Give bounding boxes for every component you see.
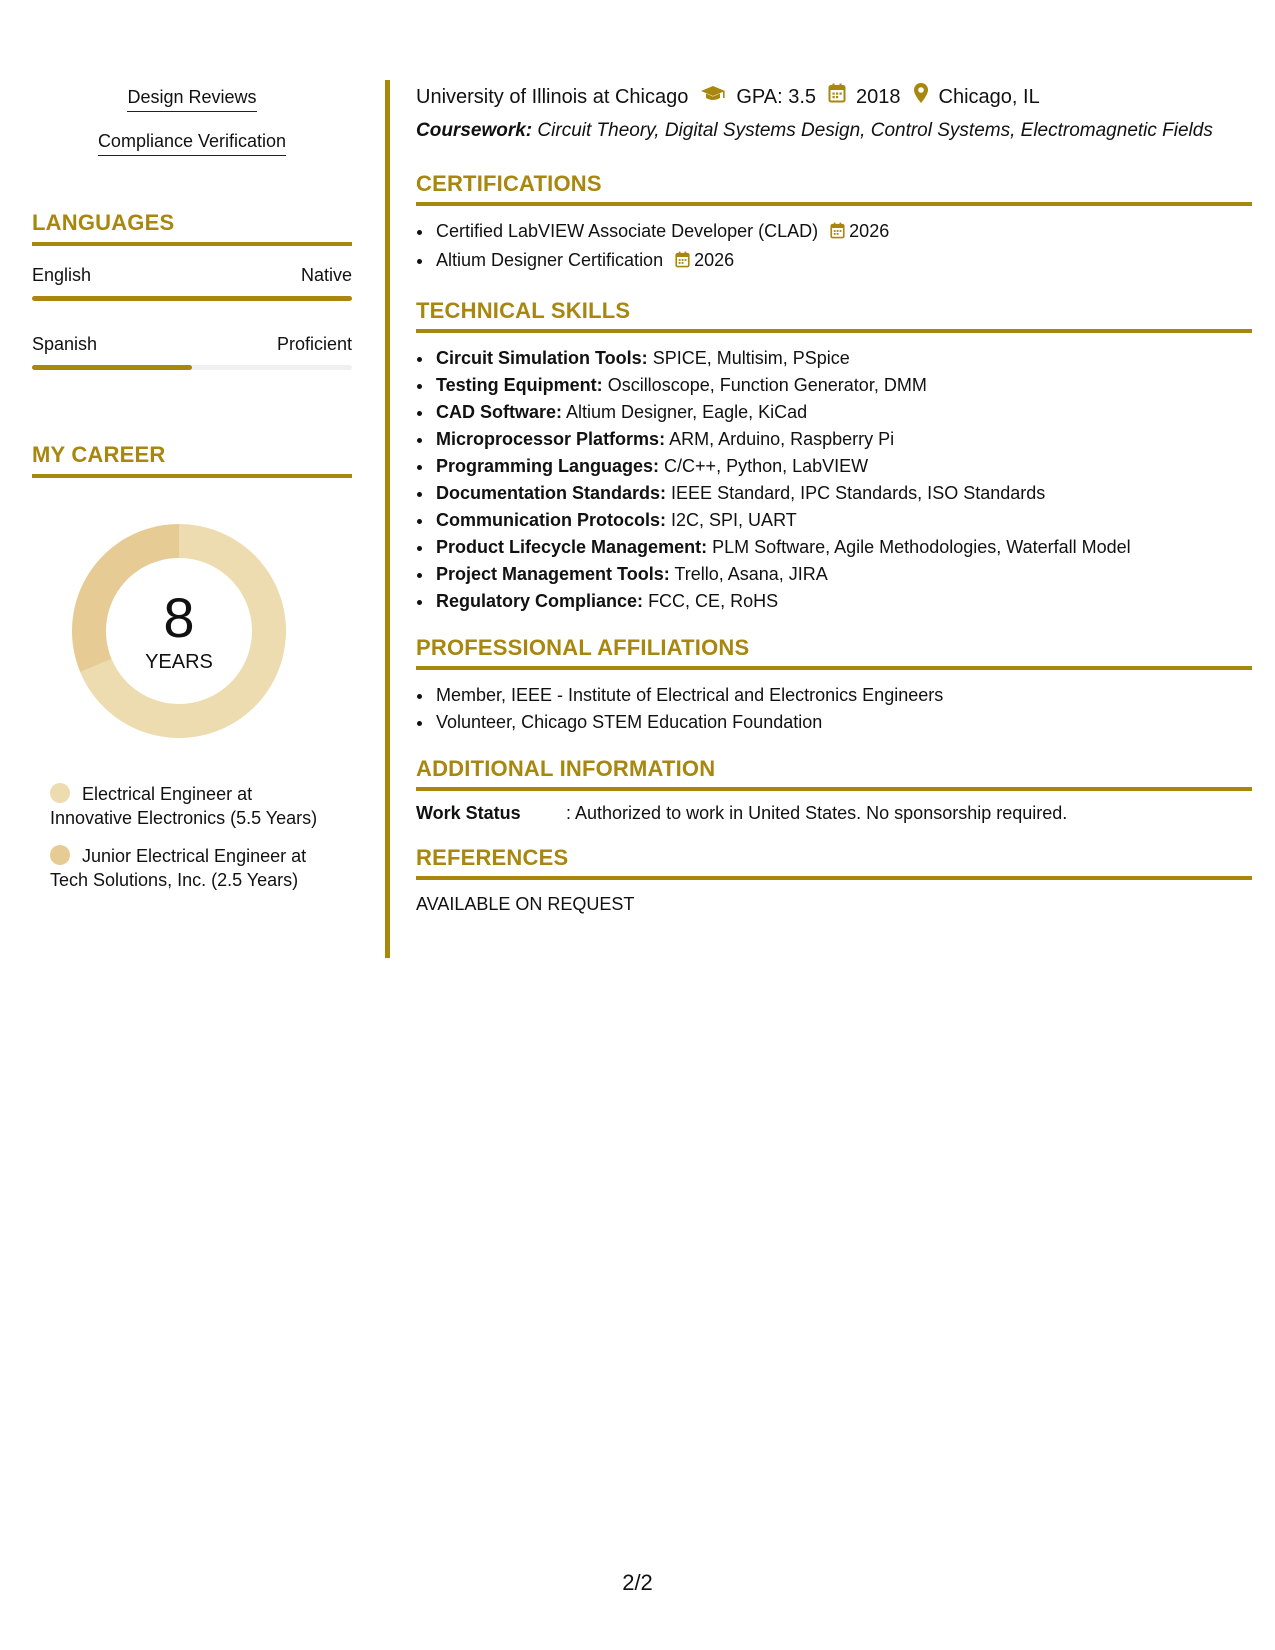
skill-label: Project Management Tools:: [436, 564, 670, 584]
gpa: GPA: 3.5: [736, 85, 817, 108]
language-name: Spanish: [32, 334, 98, 354]
graduation-cap-icon: [700, 84, 726, 110]
legend-dot-icon: [50, 845, 70, 865]
skill-item: [434, 507, 1252, 534]
skill-label: Regulatory Compliance:: [436, 591, 644, 611]
skill-item: [434, 480, 1252, 507]
skill-value: Oscilloscope, Function Generator, DMM: [607, 375, 927, 395]
skill-label: Programming Languages:: [436, 456, 660, 476]
career-years-unit: YEARS: [145, 651, 213, 673]
certifications-heading: CERTIFICATIONS: [416, 171, 1252, 206]
skill-item: [434, 345, 1252, 372]
skill-label: CAD Software:: [436, 402, 563, 422]
certification-name: Altium Designer Certification: [436, 250, 664, 270]
skill-value: Trello, Asana, JIRA: [674, 564, 828, 584]
skill-item: [434, 426, 1252, 453]
skill-value: C/C++, Python, LabVIEW: [664, 456, 869, 476]
skill-value: I2C, SPI, UART: [671, 510, 797, 530]
skill-value: ARM, Arduino, Raspberry Pi: [669, 429, 895, 449]
graduation-year: 2018: [856, 85, 901, 108]
language-name: English: [32, 265, 92, 285]
calendar-icon: [830, 220, 845, 247]
skill-value: SPICE, Multisim, PSpice: [652, 348, 850, 368]
language-bar: [32, 296, 352, 301]
certification-item: [434, 247, 1252, 276]
affiliation-item: • Member, IEEE - Institute of Electrical and Electronics Engineers: [434, 682, 1252, 709]
affiliation-item: • Volunteer, Chicago STEM Education Foundation: [434, 709, 1252, 736]
skill-item: [434, 561, 1252, 588]
right-column: [416, 82, 1252, 916]
left-column: [32, 82, 352, 906]
certification-item: [434, 218, 1252, 247]
coursework: [416, 119, 1252, 143]
work-status-value: : Authorized to work in United States. No sponsorship required.: [566, 803, 1068, 823]
skill-label: Microprocessor Platforms:: [436, 429, 666, 449]
affiliations-heading: PROFESSIONAL AFFILIATIONS: [416, 635, 1252, 670]
school-name: University of Illinois at Chicago: [416, 85, 689, 108]
school-location: Chicago, IL: [938, 85, 1040, 108]
language-level: Proficient: [276, 334, 352, 354]
skill-label: Communication Protocols:: [436, 510, 667, 530]
work-status-row: [416, 801, 1252, 825]
page-number: 2/2: [622, 1570, 653, 1595]
tag-compliance-verification: Compliance Verification: [98, 130, 286, 156]
career-legend-item: [50, 844, 320, 892]
career-legend-item: [50, 782, 320, 830]
career-legend-label: Junior Electrical Engineer at Tech Solutions, Inc. (2.5 Years): [50, 846, 307, 890]
career-heading: MY CAREER: [32, 442, 352, 478]
calendar-icon: [828, 83, 846, 110]
certification-name: Certified LabVIEW Associate Developer (CLAD): [436, 221, 819, 241]
tag-design-reviews: Design Reviews: [127, 86, 256, 112]
legend-dot-icon: [50, 783, 70, 803]
affiliations-list: [416, 682, 1252, 736]
references-text: AVAILABLE ON REQUEST: [416, 894, 635, 914]
skill-item: [434, 399, 1252, 426]
languages-heading: LANGUAGES: [32, 210, 352, 246]
skill-item: [434, 453, 1252, 480]
skill-label: Product Lifecycle Management:: [436, 537, 708, 557]
career-legend: [32, 782, 352, 892]
skills-list: [416, 345, 1252, 615]
skills-heading: TECHNICAL SKILLS: [416, 298, 1252, 333]
skill-item: [434, 372, 1252, 399]
work-status-label: Work Status: [416, 803, 521, 823]
references-heading: REFERENCES: [416, 845, 1252, 880]
language-bar-fill: [32, 296, 352, 301]
coursework-text: Circuit Theory, Digital Systems Design, Control Systems, Electromagnetic Fields: [537, 120, 1213, 141]
language-level: Native: [300, 265, 352, 285]
column-divider: [385, 80, 390, 958]
career-total-years: 8: [163, 586, 195, 649]
career-donut-chart: [64, 516, 294, 746]
tag-list: [32, 82, 352, 170]
skill-label: Documentation Standards:: [436, 483, 667, 503]
skill-value: IEEE Standard, IPC Standards, ISO Standards: [671, 483, 1046, 503]
skill-value: PLM Software, Agile Methodologies, Waterfall Model: [712, 537, 1131, 557]
skill-item: [434, 534, 1252, 561]
skill-item: [434, 588, 1252, 615]
location-pin-icon: [913, 82, 929, 111]
skill-value: FCC, CE, RoHS: [648, 591, 779, 611]
career-legend-label: Electrical Engineer at Innovative Electronics (5.5 Years): [50, 784, 318, 828]
language-spanish: [32, 333, 352, 370]
certifications-list: [416, 218, 1252, 276]
language-english: [32, 264, 352, 301]
skill-label: Testing Equipment:: [436, 375, 603, 395]
language-bar: [32, 365, 352, 370]
coursework-label: Coursework:: [416, 120, 533, 141]
language-bar-fill: [32, 365, 192, 370]
education-line: [416, 82, 1252, 111]
additional-info-heading: ADDITIONAL INFORMATION: [416, 756, 1252, 791]
skill-label: Circuit Simulation Tools:: [436, 348, 648, 368]
certification-year: 2026: [694, 250, 735, 270]
donut-center: [64, 516, 294, 746]
calendar-icon: [675, 249, 690, 276]
skill-value: Altium Designer, Eagle, KiCad: [566, 402, 808, 422]
certification-year: 2026: [849, 221, 890, 241]
